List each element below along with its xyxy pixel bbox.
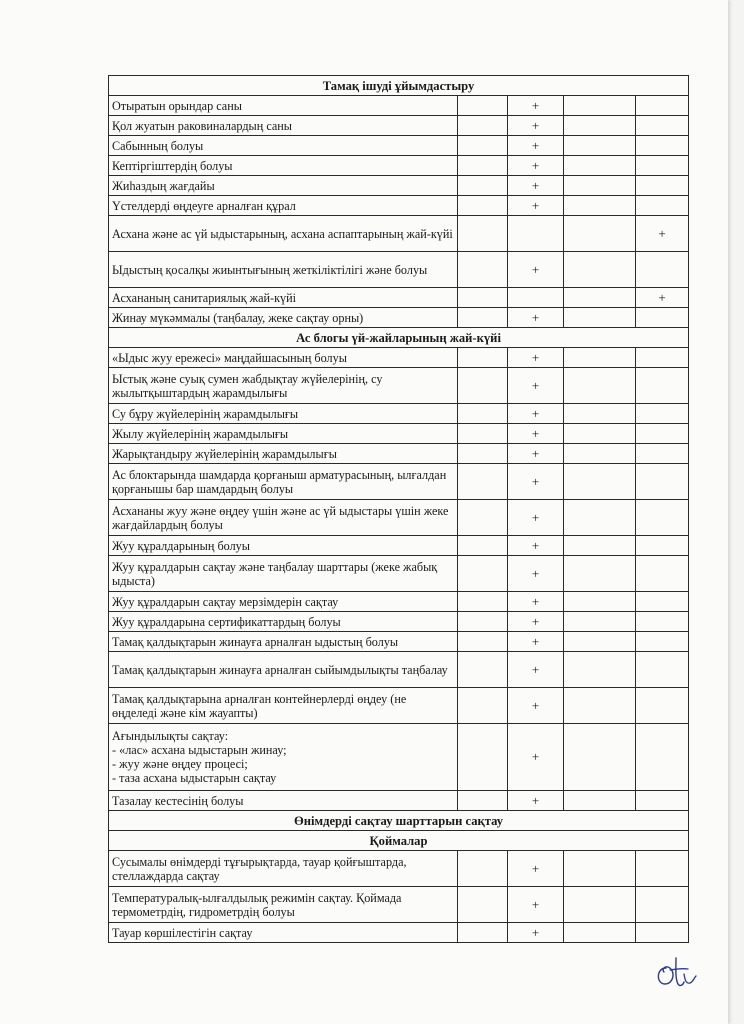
mark-cell (458, 196, 508, 216)
mark-cell (636, 500, 689, 536)
table-row (109, 308, 689, 328)
mark-cell: + (508, 688, 564, 724)
criterion-label: Су бұру жүйелерінің жарамдылығы (109, 404, 458, 424)
mark-cell: + (508, 368, 564, 404)
mark-cell (458, 688, 508, 724)
mark-cell (636, 724, 689, 791)
criterion-label: Жуу құралдарын сақтау мерзімдерін сақтау (109, 592, 458, 612)
mark-cell: + (508, 652, 564, 688)
mark-cell (458, 791, 508, 811)
mark-cell (636, 791, 689, 811)
mark-cell (564, 116, 636, 136)
mark-cell (636, 96, 689, 116)
mark-cell (564, 791, 636, 811)
mark-cell (636, 176, 689, 196)
mark-cell (636, 444, 689, 464)
table-row (109, 116, 689, 136)
mark-cell (458, 652, 508, 688)
mark-cell (564, 288, 636, 308)
mark-cell: + (508, 724, 564, 791)
handwritten-signature (652, 950, 698, 990)
table-row (109, 923, 689, 943)
mark-cell (564, 556, 636, 592)
mark-cell: + (508, 116, 564, 136)
mark-cell (564, 652, 636, 688)
mark-cell (636, 196, 689, 216)
mark-cell: + (508, 612, 564, 632)
mark-cell (564, 96, 636, 116)
mark-cell (458, 724, 508, 791)
mark-cell: + (508, 252, 564, 288)
mark-cell (636, 348, 689, 368)
mark-cell (458, 308, 508, 328)
mark-cell (636, 851, 689, 887)
mark-cell: + (508, 887, 564, 923)
section-header-row (109, 811, 689, 831)
mark-cell: + (508, 156, 564, 176)
mark-cell (636, 368, 689, 404)
table-row (109, 404, 689, 424)
mark-cell (458, 156, 508, 176)
mark-cell (458, 424, 508, 444)
mark-cell (636, 632, 689, 652)
mark-cell: + (508, 96, 564, 116)
mark-cell (564, 612, 636, 632)
criterion-label: Тамақ қалдықтарына арналған контейнерлерді өңдеу (не өңделеді және кім жауапты) (109, 688, 458, 724)
mark-cell (458, 851, 508, 887)
table-row (109, 592, 689, 612)
mark-cell (458, 632, 508, 652)
table-row (109, 156, 689, 176)
section-title: Тамақ ішуді ұйымдастыру (109, 76, 689, 96)
table-row (109, 176, 689, 196)
table-row (109, 612, 689, 632)
mark-cell (458, 288, 508, 308)
mark-cell: + (508, 424, 564, 444)
criterion-label: Жуу құралдарын сақтау және таңбалау шарттары (жеке жабық ыдыста) (109, 556, 458, 592)
mark-cell (564, 632, 636, 652)
mark-cell (458, 348, 508, 368)
section-title: Қоймалар (109, 831, 689, 851)
table-row (109, 887, 689, 923)
mark-cell (564, 592, 636, 612)
mark-cell (636, 308, 689, 328)
criterion-label: Асхананың санитариялық жай-күйі (109, 288, 458, 308)
mark-cell (458, 612, 508, 632)
criterion-label: Ыдыстың қосалқы жиынтығының жеткіліктілігі және болуы (109, 252, 458, 288)
mark-cell (458, 252, 508, 288)
table-row (109, 464, 689, 500)
criterion-label: Тамақ қалдықтарын жинауға арналған ыдыстың болуы (109, 632, 458, 652)
mark-cell (564, 923, 636, 943)
table-row (109, 288, 689, 308)
section-header-row (109, 76, 689, 96)
table-row (109, 632, 689, 652)
table-row (109, 652, 689, 688)
mark-cell: + (508, 851, 564, 887)
mark-cell (564, 216, 636, 252)
criterion-label: Сабынның болуы (109, 136, 458, 156)
mark-cell: + (508, 136, 564, 156)
mark-cell (458, 923, 508, 943)
mark-cell (636, 688, 689, 724)
mark-cell (564, 252, 636, 288)
table-row (109, 196, 689, 216)
table-row (109, 556, 689, 592)
mark-cell (564, 424, 636, 444)
mark-cell (564, 404, 636, 424)
section-header-row (109, 328, 689, 348)
mark-cell (458, 136, 508, 156)
mark-cell (636, 923, 689, 943)
table-row (109, 136, 689, 156)
mark-cell (508, 216, 564, 252)
mark-cell: + (508, 592, 564, 612)
mark-cell (564, 724, 636, 791)
mark-cell: + (508, 444, 564, 464)
table-row (109, 791, 689, 811)
table-row (109, 851, 689, 887)
mark-cell: + (508, 500, 564, 536)
mark-cell (636, 252, 689, 288)
criterion-label: Жуу құралдарының болуы (109, 536, 458, 556)
mark-cell (564, 156, 636, 176)
mark-cell: + (508, 791, 564, 811)
criterion-label: Асхананы жуу және өңдеу үшін және ас үй ыдыстары үшін жеке жағдайлардың болуы (109, 500, 458, 536)
mark-cell (564, 136, 636, 156)
criterion-label: Тауар көршілестігін сақтау (109, 923, 458, 943)
mark-cell (564, 500, 636, 536)
table-row (109, 96, 689, 116)
mark-cell: + (508, 536, 564, 556)
criterion-label: Жарықтандыру жүйелерінің жарамдылығы (109, 444, 458, 464)
criterion-label: Жинау мүкәммалы (таңбалау, жеке сақтау орны) (109, 308, 458, 328)
criterion-label: Асхана және ас үй ыдыстарының, асхана аспаптарының жай-күйі (109, 216, 458, 252)
mark-cell (636, 612, 689, 632)
criterion-label: Сусымалы өнімдерді тұғырықтарда, тауар қойғыштарда, стеллаждарда сақтау (109, 851, 458, 887)
criterion-label: Кептіргіштердің болуы (109, 156, 458, 176)
mark-cell (458, 536, 508, 556)
table-row (109, 724, 689, 791)
mark-cell (636, 156, 689, 176)
mark-cell: + (508, 923, 564, 943)
criterion-label: Тазалау кестесінің болуы (109, 791, 458, 811)
mark-cell: + (508, 348, 564, 368)
table-row (109, 348, 689, 368)
mark-cell: + (508, 556, 564, 592)
mark-cell (564, 176, 636, 196)
mark-cell: + (508, 176, 564, 196)
mark-cell (564, 196, 636, 216)
mark-cell (458, 444, 508, 464)
table-row (109, 444, 689, 464)
mark-cell (564, 464, 636, 500)
criterion-label: Ас блоктарында шамдарда қорғаныш арматурасының, ылғалдан қорғанышы бар шамдардың болуы (109, 464, 458, 500)
mark-cell (636, 536, 689, 556)
mark-cell (458, 500, 508, 536)
criterion-label: Жиһаздың жағдайы (109, 176, 458, 196)
mark-cell: + (508, 196, 564, 216)
mark-cell (564, 887, 636, 923)
mark-cell (636, 136, 689, 156)
criterion-label: «Ыдыс жуу ережесі» маңдайшасының болуы (109, 348, 458, 368)
mark-cell: + (636, 288, 689, 308)
mark-cell (458, 464, 508, 500)
section-title: Ас блогы үй-жайларының жай-күйі (109, 328, 689, 348)
mark-cell: + (508, 308, 564, 328)
mark-cell (564, 536, 636, 556)
mark-cell (458, 116, 508, 136)
mark-cell (458, 96, 508, 116)
mark-cell (564, 851, 636, 887)
criterion-label: Ағындылықты сақтау: - «лас» асхана ыдыстарын жинау; - жуу және өңдеу процесі; - таза асхана ыдыстарын сақтау (109, 724, 458, 791)
section-header-row (109, 831, 689, 851)
mark-cell: + (508, 404, 564, 424)
table-row (109, 368, 689, 404)
mark-cell (458, 592, 508, 612)
table-row (109, 500, 689, 536)
mark-cell (636, 652, 689, 688)
mark-cell (564, 308, 636, 328)
table-row (109, 688, 689, 724)
table-row (109, 216, 689, 252)
mark-cell (508, 288, 564, 308)
mark-cell (564, 368, 636, 404)
mark-cell (564, 348, 636, 368)
mark-cell: + (508, 632, 564, 652)
mark-cell (564, 688, 636, 724)
mark-cell (636, 424, 689, 444)
criterion-label: Жылу жүйелерінің жарамдылығы (109, 424, 458, 444)
mark-cell (458, 216, 508, 252)
mark-cell (636, 592, 689, 612)
criterion-label: Отыратын орындар саны (109, 96, 458, 116)
criterion-label: Ыстық және суық сумен жабдықтау жүйелерінің, су жылытқыштардың жарамдылығы (109, 368, 458, 404)
criterion-label: Үстелдерді өңдеуге арналған құрал (109, 196, 458, 216)
table-row (109, 424, 689, 444)
mark-cell: + (636, 216, 689, 252)
criterion-label: Тамақ қалдықтарын жинауға арналған сыйымдылықты таңбалау (109, 652, 458, 688)
section-title: Өнімдерді сақтау шарттарын сақтау (109, 811, 689, 831)
mark-cell (458, 368, 508, 404)
table-row (109, 252, 689, 288)
mark-cell (458, 404, 508, 424)
mark-cell (636, 887, 689, 923)
mark-cell (636, 556, 689, 592)
mark-cell (636, 404, 689, 424)
table-row (109, 536, 689, 556)
criterion-label: Температуралық-ылғалдылық режимін сақтау. Қоймада термометрдің, гидрометрдің болуы (109, 887, 458, 923)
mark-cell (636, 116, 689, 136)
criterion-label: Қол жуатын раковиналардың саны (109, 116, 458, 136)
mark-cell: + (508, 464, 564, 500)
mark-cell (458, 887, 508, 923)
mark-cell (458, 176, 508, 196)
mark-cell (458, 556, 508, 592)
mark-cell (564, 444, 636, 464)
mark-cell (636, 464, 689, 500)
inspection-checklist-table (108, 75, 689, 943)
criterion-label: Жуу құралдарына сертификаттардың болуы (109, 612, 458, 632)
